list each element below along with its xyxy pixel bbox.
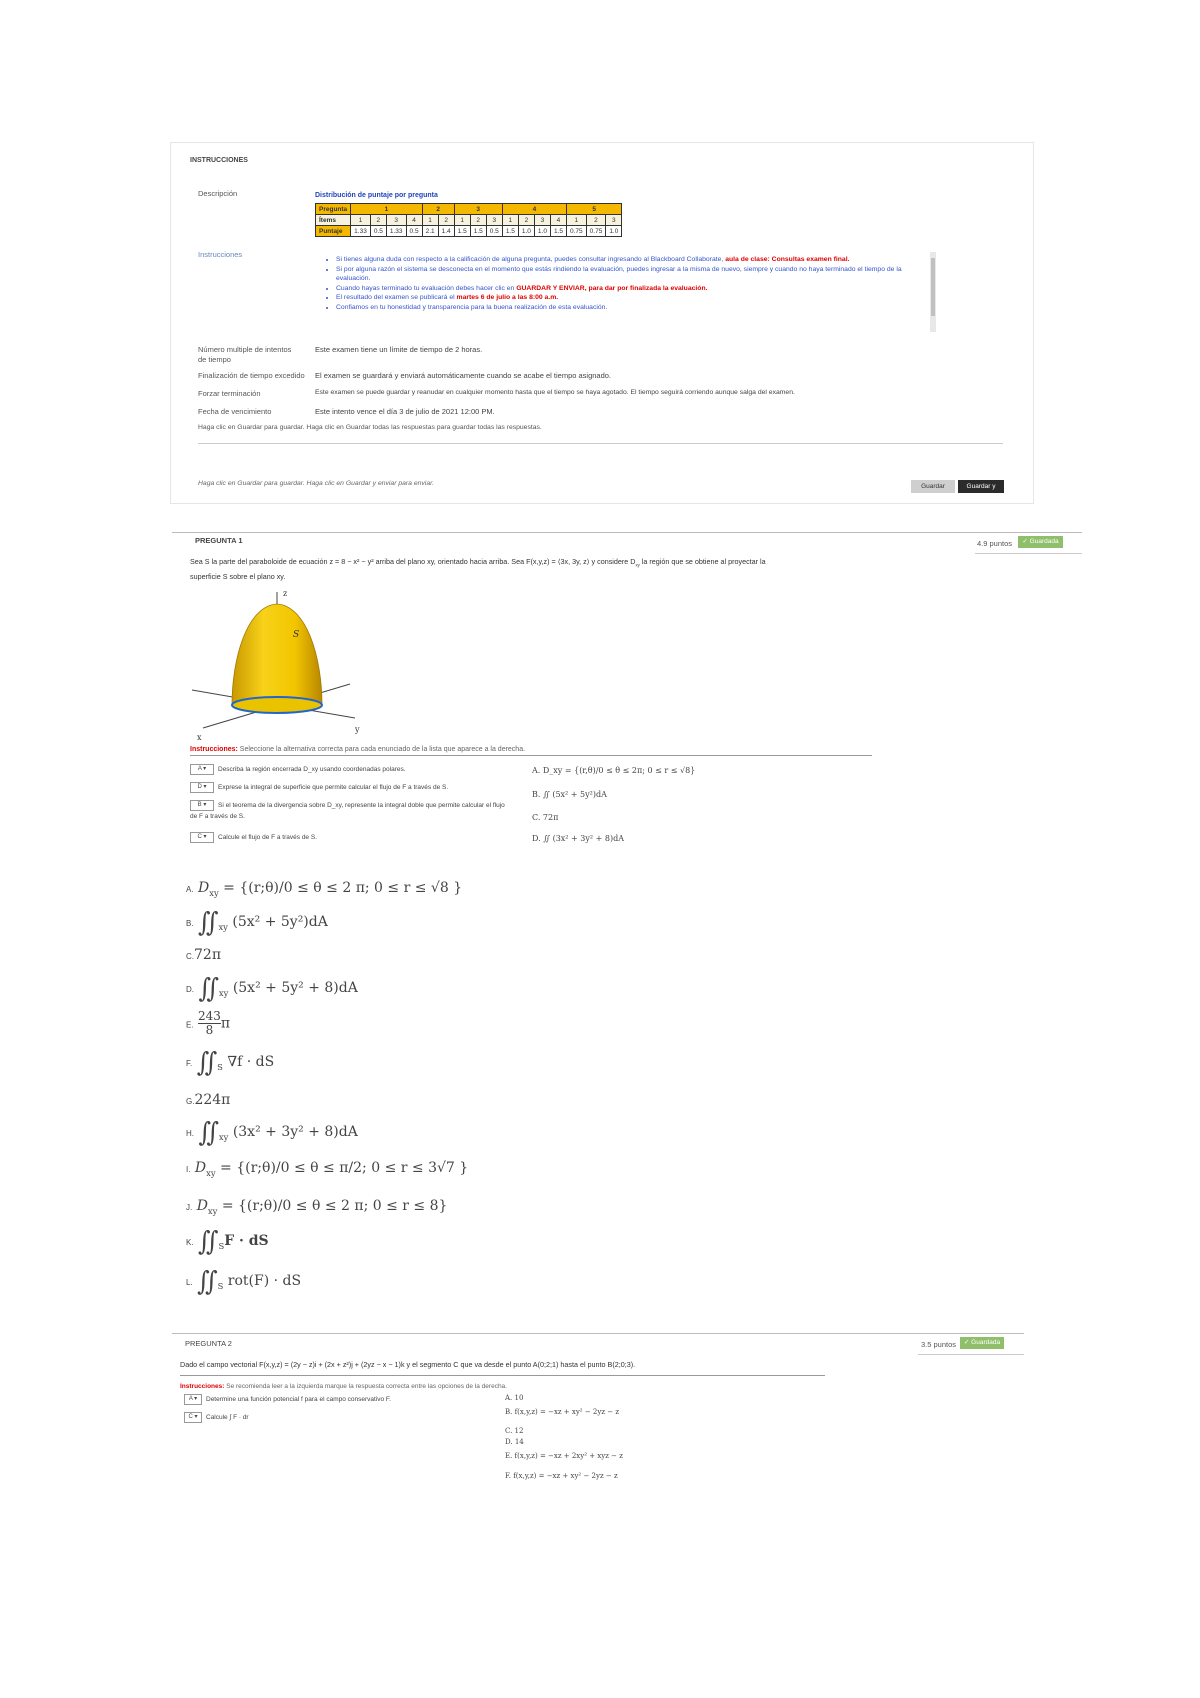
instructions-list (322, 255, 920, 312)
item-cell: 4 (406, 215, 422, 226)
subscript: xy (635, 562, 640, 568)
option-letter: D. (186, 985, 194, 994)
bullet-text: Confiamos en tu honestidad y transparencia para la buena realización de esta evaluación. (336, 303, 608, 311)
option-letter: E. (186, 1020, 194, 1030)
item-cell: 1 (502, 215, 518, 226)
answer-option-d (186, 974, 358, 1002)
item-cell: 1 (422, 215, 438, 226)
divider (198, 443, 1003, 444)
scrollbar-thumb[interactable] (931, 258, 935, 316)
check-icon: ✓ (963, 1339, 970, 1346)
matching-row (184, 1412, 249, 1423)
subscript: S (218, 1240, 225, 1251)
states-text: Haga clic en Guardar para guardar. Haga clic en Guardar todas las respuestas para guardar todas las respuestas. (198, 424, 542, 431)
list-item (336, 265, 920, 284)
select-value: B (197, 802, 202, 808)
matching-row (190, 800, 510, 822)
answer-option-k (186, 1227, 269, 1255)
option-text: (3x² + 3y² + 8)dA (232, 1124, 358, 1140)
item-cell: 3 (534, 215, 550, 226)
instructions-prefix: Instrucciones: (190, 746, 240, 753)
question-2-instructions (180, 1383, 507, 1390)
divider (975, 553, 1082, 554)
answer-option-b (186, 908, 328, 936)
multiple-attempts-value: Este examen tiene un límite de tiempo de 2 horas. (315, 345, 483, 354)
matching-row (190, 832, 317, 843)
item-cell: 2 (586, 215, 606, 226)
footer-text: Haga clic en Guardar para guardar. Haga clic en Guardar y enviar para enviar. (198, 480, 434, 487)
double-integral-icon: ∬ (198, 1116, 219, 1148)
option-text: (5x² + 5y²)dA (232, 914, 328, 930)
score-cell: 1.5 (550, 226, 566, 237)
table-row-label: Puntaje (316, 226, 351, 237)
option-letter: F. (186, 1059, 193, 1068)
score-cell: 0.75 (586, 226, 606, 237)
option-text: (5x² + 5y² + 8)dA (232, 980, 358, 996)
instructions-label: Instrucciones (198, 250, 243, 259)
item-cell: 4 (550, 215, 566, 226)
bullet-text: El resultado del examen se publicará el (336, 294, 457, 301)
question-2-title: PREGUNTA 2 (185, 1339, 232, 1348)
divider (918, 1354, 1024, 1355)
answer-option-g (186, 1092, 230, 1108)
table-row (316, 226, 622, 237)
right-list-item: C. 12 (505, 1427, 524, 1435)
answer-option-a (186, 880, 462, 898)
subscript: xy (206, 1167, 216, 1178)
score-cell: 1.4 (438, 226, 454, 237)
double-integral-icon: ∬ (198, 906, 219, 938)
double-integral-icon: ∬ (198, 972, 219, 1004)
option-text: = {(r;θ)/0 ≤ θ ≤ π/2; 0 ≤ r ≤ 3√7 } (215, 1160, 469, 1176)
option-text: π (220, 1015, 231, 1032)
matching-row (190, 782, 448, 793)
forced-completion-value: El examen se guardará y enviará automáticamente cuando se acabe el tiempo asignado. (315, 371, 612, 380)
z-axis-label: z (283, 589, 288, 598)
instructions-scroll-area[interactable] (322, 255, 920, 337)
answer-select[interactable]: C ▾ (184, 1412, 202, 1423)
matching-row (190, 764, 406, 775)
multiple-attempts-label: Número multiple de intentos de tiempo (198, 345, 292, 364)
double-integral-icon: ∬ (196, 1046, 218, 1078)
question-cell: 2 (422, 204, 454, 215)
subscript: xy (207, 1205, 218, 1216)
answer-select[interactable]: A ▾ (190, 764, 214, 775)
answer-select[interactable]: C ▾ (190, 832, 214, 843)
table-row (316, 204, 622, 215)
right-list-item: A. D_xy = {(r,θ)/0 ≤ θ ≤ 2π; 0 ≤ r ≤ √8} (532, 766, 696, 775)
bullet-highlight: GUARDAR Y ENVIAR, para dar por finalizada la evaluación. (516, 284, 708, 292)
statement-text: la región que se obtiene al proyectar la (639, 557, 766, 566)
table-row-label: Pregunta (316, 204, 351, 215)
bullet-text: Si tienes alguna duda con respecto a la calificación de alguna pregunta, puedes consultar ingresando al Blackboard Collaborate, (336, 256, 726, 263)
subscript: xy (218, 987, 229, 998)
option-text: = {(r;θ)/0 ≤ θ ≤ 2 π; 0 ≤ r ≤ √8 } (218, 880, 463, 896)
question-cell: 5 (567, 204, 622, 215)
subscript: xy (209, 887, 219, 898)
timer-value: Este examen se puede guardar y reanudar en cualquier momento hasta que el tiempo se haya agotado. El tiempo seguirá corriendo aunque salga del examen. (315, 389, 795, 396)
table-row (316, 215, 622, 226)
row-prompt: Si el teorema de la divergencia sobre D_xy, represente la integral doble que permite calcular el flujo de F a través de S. (190, 802, 505, 821)
question-2-statement: Dado el campo vectorial F(x,y,z) = (2y − z)i + (2x + z²)j + (2yz − x − 1)k y el segmento C que va desde el punto A(0;2;1) hasta el punto B(2;0;3). (180, 1360, 636, 1369)
fraction-denominator: 8 (205, 1023, 214, 1037)
item-cell: 2 (370, 215, 386, 226)
item-cell: 2 (470, 215, 486, 226)
due-date-label: Fecha de vencimiento (198, 407, 272, 416)
y-axis-label: y (355, 725, 360, 734)
option-text: 72π (194, 947, 222, 963)
right-list-item: E. f(x,y,z) = −xz + 2xy² + xyz − z (505, 1452, 623, 1460)
list-item (336, 303, 920, 313)
instructions-text: Seleccione la alternativa correcta para cada enunciado de la lista que aparece a la derecha. (239, 746, 526, 753)
question-cell: 4 (502, 204, 566, 215)
bullet-highlight: martes 6 de julio a las 8:00 a.m. (456, 294, 559, 301)
answer-option-h (186, 1118, 358, 1146)
list-item (336, 284, 920, 294)
option-text: ∇f · dS (227, 1054, 275, 1070)
score-cell: 1.33 (351, 226, 371, 237)
question-cell: 1 (351, 204, 422, 215)
option-letter: H. (186, 1129, 194, 1138)
question-1-title: PREGUNTA 1 (195, 536, 243, 545)
right-list-item: B. ∬ (5x² + 5y²)dA (532, 790, 607, 799)
option-letter: I. (186, 1165, 191, 1174)
option-text: D (196, 1198, 208, 1214)
divider (172, 1333, 1024, 1334)
paraboloid-surface (232, 604, 322, 705)
score-cell: 0.75 (567, 226, 587, 237)
answer-select[interactable]: A ▾ (184, 1394, 202, 1405)
score-cell: 1.0 (534, 226, 550, 237)
list-item (336, 255, 920, 265)
option-letter: C. (186, 952, 194, 961)
right-list-item: A. 10 (505, 1394, 524, 1402)
question-cell: 3 (454, 204, 502, 215)
instructions-heading: INSTRUCCIONES (190, 157, 248, 164)
scrollbar-track[interactable] (930, 252, 936, 332)
divider (190, 755, 872, 756)
item-cell: 1 (351, 215, 371, 226)
item-cell: 2 (438, 215, 454, 226)
score-distribution-table (315, 203, 622, 237)
item-cell: 3 (486, 215, 502, 226)
paraboloid-base (232, 697, 322, 713)
matching-row (184, 1394, 391, 1405)
answer-option-c (186, 947, 221, 963)
score-cell: 1.5 (470, 226, 486, 237)
statement-text: Sea S la parte del paraboloide de ecuación z = 8 − x² − y² arriba del plano xy, orientado hacia arriba. Sea F(x,y,z) = ⟨3x, 3y, z⟩ y considere D (190, 557, 636, 566)
row-prompt: Exprese la integral de superficie que permite calcular el flujo de F a través de S. (218, 784, 449, 792)
saved-badge (1018, 536, 1063, 548)
option-letter: L. (186, 1278, 193, 1287)
question-1-instructions (190, 746, 525, 753)
question-1-points: 4.9 puntos (977, 539, 1013, 548)
option-letter: B. (186, 919, 194, 928)
right-list-item: D. 14 (505, 1438, 524, 1446)
divider (172, 532, 1082, 533)
option-text: D (194, 1160, 207, 1176)
list-item (336, 293, 920, 303)
bullet-text: Cuando hayas terminado tu evaluación debes hacer clic en (336, 284, 517, 292)
answer-option-i (186, 1160, 468, 1178)
divider (180, 1375, 825, 1376)
row-prompt: Calcule ∫ F · dr (206, 1414, 249, 1422)
option-letter: A. (186, 885, 194, 894)
saved-label: Guardada (1029, 538, 1059, 545)
answer-option-l (186, 1267, 301, 1295)
double-integral-icon: ∬ (197, 1265, 218, 1297)
answer-option-j (186, 1198, 447, 1216)
option-letter: K. (186, 1238, 194, 1247)
subscript: xy (218, 1131, 229, 1142)
question-1-statement-cont: superficie S sobre el plano xy. (190, 572, 286, 581)
answer-option-f (186, 1048, 274, 1076)
score-cell: 0.5 (370, 226, 386, 237)
table-row-label: Ítems (316, 215, 351, 226)
instructions-text: Se recomienda leer a la izquierda marque la respuesta correcta entre las opciones de la derecha. (226, 1383, 507, 1390)
score-cell: 1.33 (386, 226, 406, 237)
row-prompt: Describa la región encerrada D_xy usando coordenadas polares. (218, 766, 406, 774)
description-label: Descripción (198, 189, 238, 198)
option-text: rot(F) · dS (227, 1273, 302, 1289)
option-letter: J. (186, 1203, 193, 1212)
subscript: S (217, 1280, 224, 1291)
score-cell: 1.5 (502, 226, 518, 237)
paraboloid-figure (185, 588, 365, 743)
distribution-title: Distribución de puntaje por pregunta (315, 192, 438, 199)
timer-label: Forzar terminación (198, 389, 261, 398)
option-text: D (198, 880, 210, 896)
check-icon: ✓ (1022, 538, 1028, 545)
subscript: S (217, 1061, 223, 1072)
fraction (198, 1010, 221, 1037)
select-value: C (197, 834, 202, 840)
bullet-text: Si por alguna razón el sistema se desconecta en el momento que estás rindiendo la evaluación, puedes ingresar a la misma de nuevo, siempre y cuando no haya terminado el tiempo de la evaluación. (336, 265, 902, 282)
due-date-value: Este intento vence el día 3 de julio de 2021 12:00 PM. (315, 407, 495, 416)
right-list-item: C. 72π (532, 813, 559, 822)
fraction-numerator: 243 (198, 1009, 221, 1023)
option-letter: G. (186, 1097, 195, 1106)
option-text: = {(r;θ)/0 ≤ θ ≤ 2 π; 0 ≤ r ≤ 8} (217, 1198, 448, 1214)
item-cell: 3 (386, 215, 406, 226)
question-2-points: 3.5 puntos (921, 1340, 957, 1349)
right-list-item: B. f(x,y,z) = −xz + xy² − 2yz − z (505, 1408, 620, 1416)
score-cell: 2.1 (422, 226, 438, 237)
item-cell: 3 (606, 215, 622, 226)
double-integral-icon: ∬ (198, 1225, 219, 1257)
score-cell: 1.5 (454, 226, 470, 237)
option-text: F · dS (224, 1233, 269, 1249)
bullet-highlight: aula de clase: Consultas examen final. (725, 256, 850, 263)
question-1-statement (190, 557, 766, 567)
item-cell: 1 (454, 215, 470, 226)
select-value: A (197, 766, 202, 772)
select-value: C (188, 1414, 193, 1420)
row-prompt: Calcule el flujo de F a través de S. (218, 834, 317, 842)
select-value: D (197, 784, 202, 790)
item-cell: 1 (567, 215, 587, 226)
saved-label: Guardada (971, 1339, 1001, 1346)
x-axis-label: x (197, 733, 202, 742)
save-and-submit-button[interactable]: Guardar y enviar (958, 480, 1004, 493)
score-cell: 1.0 (518, 226, 534, 237)
answer-select[interactable]: B ▾ (190, 800, 214, 811)
select-value: A (188, 1396, 193, 1402)
saved-badge (960, 1337, 1004, 1349)
forced-completion-label: Finalización de tiempo excedido (198, 371, 305, 380)
right-list-item: D. ∬ (3x² + 3y² + 8)dA (532, 834, 625, 843)
surface-label: S (293, 630, 300, 640)
instructions-prefix: Instrucciones: (180, 1383, 227, 1390)
row-prompt: Determine una función potencial f para el campo conservativo F. (206, 1396, 391, 1404)
answer-option-e (186, 1010, 230, 1037)
score-cell: 0.5 (486, 226, 502, 237)
right-list-item: F. f(x,y,z) = −xz + xy² − 2yz − z (505, 1472, 618, 1480)
subscript: xy (218, 921, 228, 932)
option-text: 224π (194, 1092, 231, 1108)
score-cell: 1.0 (606, 226, 622, 237)
score-cell: 0.5 (406, 226, 422, 237)
answer-select[interactable]: D ▾ (190, 782, 214, 793)
save-button[interactable]: Guardar (911, 480, 955, 493)
item-cell: 2 (518, 215, 534, 226)
